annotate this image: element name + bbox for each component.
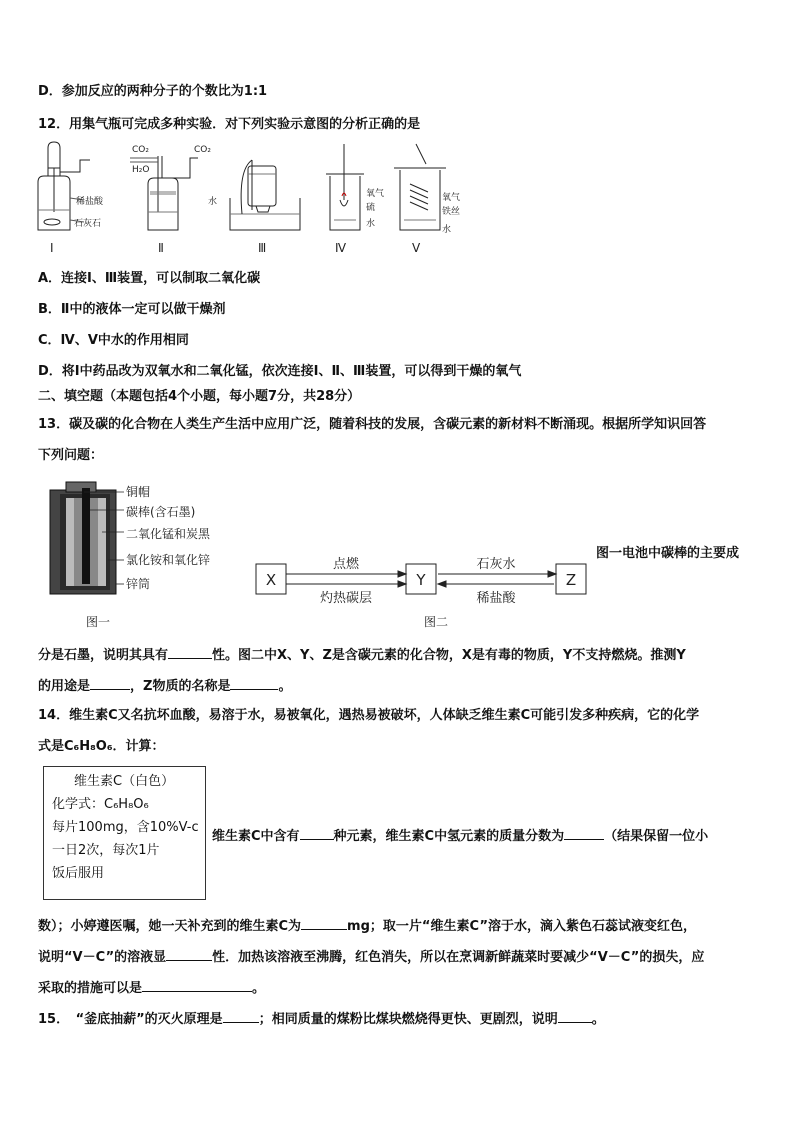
q12-roman-1: I bbox=[50, 241, 54, 255]
q12-option-d: D．将Ⅰ中药品改为双氧水和二氧化锰，依次连接Ⅰ、Ⅱ、Ⅲ装置，可以得到干燥的氧气 bbox=[38, 364, 522, 379]
q13-after2-c: 。 bbox=[278, 679, 292, 694]
box-x: X bbox=[265, 571, 277, 589]
q13-after1-a: 分是石墨，说明其具有 bbox=[38, 648, 169, 663]
q14-cont-b: mg；取一片“维生素C”溶于水，滴入紫色石蕊试液变红色， bbox=[347, 919, 697, 934]
q13-after-line-2 bbox=[38, 676, 291, 696]
vitamin-c-label-box bbox=[43, 766, 206, 900]
vitc-box-formula: 化学式：C₆H₈O₆ bbox=[52, 797, 149, 812]
q12-option-c: C．Ⅳ、Ⅴ中水的作用相同 bbox=[38, 333, 189, 348]
q13-right-text: 图一电池中碳棒的主要成 bbox=[596, 546, 740, 561]
q14-blank-3[interactable] bbox=[301, 916, 347, 930]
q12-iron-label: 铁丝 bbox=[442, 207, 460, 217]
section-2-heading: 二、填空题（本题包括4个小题，每小题7分，共28分） bbox=[38, 389, 361, 404]
q12-roman-3: Ⅲ bbox=[258, 241, 267, 255]
q14-blank-5[interactable] bbox=[142, 978, 252, 992]
q12-limestone-label: 石灰石 bbox=[74, 219, 102, 229]
q14-side-b: 种元素，维生素C中氢元素的质量分数为 bbox=[333, 829, 565, 844]
vitc-box-usage: 饭后服用 bbox=[52, 866, 105, 881]
q13-after1-b: 性。图二中X、Y、Z是含碳元素的化合物，X是有毒的物质，Y不支持燃烧。推测Y bbox=[212, 648, 686, 663]
q12-oxygen4-label: 氧气 bbox=[366, 189, 385, 199]
q14-cont2-a: 说明“V－C”的溶液显 bbox=[38, 950, 167, 965]
q12-oxygen5-label: 氧气 bbox=[442, 193, 460, 203]
q14-line-1: 14．维生素C又名抗坏血酸，易溶于水，易被氧化，遇热易被破坏，人体缺乏维生素C可能引发多种疾病，它的化学 bbox=[38, 708, 700, 723]
q14-cont2-b: 性．加热该溶液至沸腾，红色消失，所以在烹调新鲜蔬菜时要减少“V－C”的损失，应 bbox=[212, 950, 705, 965]
q14-blank-2[interactable] bbox=[564, 826, 604, 840]
vitc-box-title: 维生素C（白色） bbox=[74, 774, 175, 789]
q12-stem: 12．用集气瓶可完成多种实验．对下列实验示意图的分析正确的是 bbox=[38, 117, 421, 132]
q12-roman-4: Ⅳ bbox=[335, 241, 347, 255]
q13-blank-3[interactable] bbox=[230, 676, 278, 690]
q13-xyz-diagram bbox=[250, 548, 595, 630]
q15-blank-1[interactable] bbox=[223, 1009, 259, 1023]
battery-label-copper-cap: 铜帽 bbox=[126, 485, 151, 499]
q14-side-c: （结果保留一位小 bbox=[604, 829, 709, 844]
q15-c: 。 bbox=[591, 1012, 605, 1027]
fig1-caption: 图一 bbox=[86, 615, 111, 629]
q15-blank-2[interactable] bbox=[558, 1009, 592, 1023]
q12-co2-in-label: CO₂ bbox=[132, 145, 149, 155]
box-y: Y bbox=[416, 571, 426, 589]
q13-line-1: 13．碳及碳的化合物在人类生产生活中应用广泛，随着科技的发展，含碳元素的新材料不断涌现。根据所学知识回答 bbox=[38, 417, 707, 432]
q12-hcl-label: 稀盐酸 bbox=[76, 197, 104, 207]
q13-blank-1[interactable] bbox=[168, 645, 212, 659]
q14-cont-line-2 bbox=[38, 947, 704, 967]
vitc-box-dose: 一日2次，每次1片 bbox=[52, 843, 160, 858]
box-z: Z bbox=[565, 571, 577, 589]
q14-cont-line-1 bbox=[38, 916, 696, 936]
q12-roman-5: Ⅴ bbox=[412, 241, 421, 255]
q12-apparatus-figure bbox=[30, 140, 460, 258]
q12-co2-out-label: CO₂ bbox=[194, 145, 211, 155]
q12-h2o-label: H₂O bbox=[132, 165, 150, 175]
battery-label-carbon-rod: 碳棒(含石墨) bbox=[126, 505, 196, 519]
q15-a: 15． “釜底抽薪”的灭火原理是 bbox=[38, 1012, 223, 1027]
q12-roman-2: Ⅱ bbox=[158, 241, 164, 255]
arrow-yz-top-label: 石灰水 bbox=[476, 557, 516, 572]
q14-line-2: 式是C₆H₈O₆．计算： bbox=[38, 739, 165, 754]
q12-water4-label: 水 bbox=[366, 219, 376, 229]
battery-label-nh4cl: 氯化铵和氧化锌 bbox=[126, 553, 211, 567]
q14-side-a: 维生素C中含有 bbox=[212, 829, 300, 844]
arrow-yz-bottom-label: 稀盐酸 bbox=[476, 591, 516, 606]
q11-option-d: D．参加反应的两种分子的个数比为1:1 bbox=[38, 84, 268, 99]
q12-water3-label: 水 bbox=[208, 197, 218, 207]
q15-line bbox=[38, 1009, 605, 1029]
battery-label-mno2: 二氧化锰和炭黑 bbox=[126, 527, 211, 541]
arrow-xy-top-label: 点燃 bbox=[332, 557, 360, 572]
q13-after-line-1 bbox=[38, 645, 686, 665]
q12-option-b: B．Ⅱ中的液体一定可以做干燥剂 bbox=[38, 302, 226, 317]
q12-sulfur-label: 硫 bbox=[366, 203, 376, 213]
battery-label-zinc: 锌筒 bbox=[126, 577, 151, 591]
q14-blank-1[interactable] bbox=[300, 826, 334, 840]
q13-line-2: 下列问题： bbox=[38, 448, 104, 463]
vitc-box-spec: 每片100mg，含10%V-c bbox=[52, 820, 199, 835]
q14-cont-line-3 bbox=[38, 978, 265, 998]
q14-cont-a: 数）；小婷遵医嘱，她一天补充到的维生素C为 bbox=[38, 919, 302, 934]
q13-after2-a: 的用途是 bbox=[38, 679, 91, 694]
arrow-xy-bottom-label: 灼热碳层 bbox=[319, 591, 373, 606]
q14-cont3-a: 采取的措施可以是 bbox=[38, 981, 143, 996]
q12-option-a: A．连接Ⅰ、Ⅲ装置，可以制取二氧化碳 bbox=[38, 271, 261, 286]
q13-battery-figure bbox=[44, 480, 244, 630]
q13-after2-b: ，Z物质的名称是 bbox=[130, 679, 231, 694]
q15-b: ；相同质量的煤粉比煤块燃烧得更快、更剧烈，说明 bbox=[258, 1012, 558, 1027]
q14-blank-4[interactable] bbox=[166, 947, 212, 961]
q14-cont3-b: 。 bbox=[252, 981, 266, 996]
q12-water5-label: 水 bbox=[442, 225, 452, 235]
fig2-caption: 图二 bbox=[423, 615, 449, 629]
q14-side-line bbox=[212, 826, 708, 846]
q13-blank-2[interactable] bbox=[90, 676, 130, 690]
